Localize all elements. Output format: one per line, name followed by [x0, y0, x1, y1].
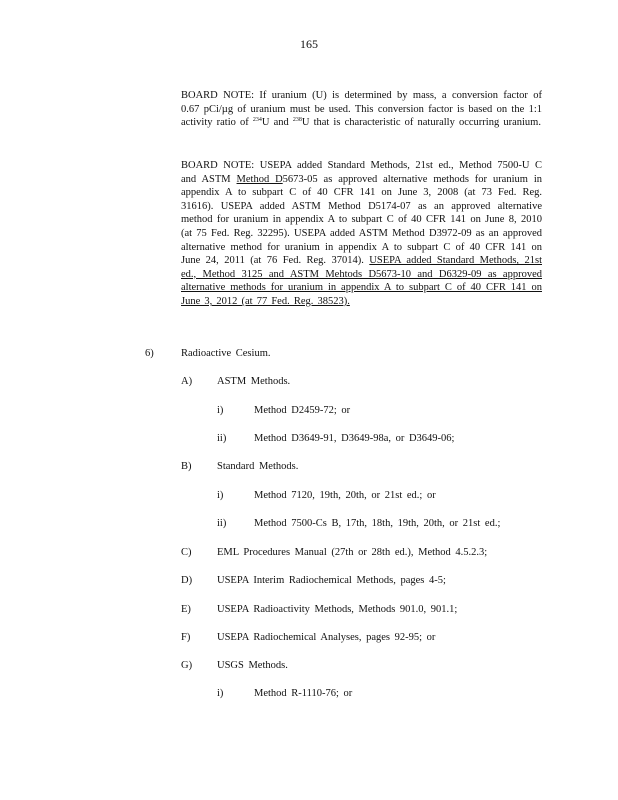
item-label-B-i: i): [217, 490, 224, 501]
item-text-A-i: Method D2459-72; or: [254, 405, 351, 416]
note-text: U that is characteristic of naturally occurring uranium.: [301, 117, 541, 129]
section-title: Radioactive Cesium.: [181, 348, 271, 359]
item-text-D: USEPA Interim Radiochemical Methods, pages 4-5;: [217, 575, 446, 586]
item-label-C: C): [181, 547, 192, 558]
note-text: U and: [261, 117, 293, 129]
superscript-234: 234: [252, 117, 262, 124]
note-text: BOARD NOTE: USEPA added Standard Methods, 21st ed., Method 7500-U C and ASTM: [181, 160, 542, 185]
item-text-G-i: Method R-1110-76; or: [254, 688, 353, 699]
note-text: BOARD NOTE: If uranium (U) is determined by mass, a conversion factor of 0.67 pCi/µg of uranium must be used. This conversion factor is based on the 1:1 activity ratio of: [181, 90, 542, 129]
underlined-insertion: Method D: [236, 173, 283, 185]
item-label-B-ii: ii): [217, 518, 227, 529]
section-number: 6): [145, 348, 154, 359]
item-text-A: ASTM Methods.: [217, 376, 291, 387]
item-label-G-i: i): [217, 688, 224, 699]
item-text-A-ii: Method D3649-91, D3649-98a, or D3649-06;: [254, 433, 455, 444]
item-label-G: G): [181, 660, 193, 671]
superscript-238: 238: [292, 117, 302, 124]
item-label-A-ii: ii): [217, 433, 227, 444]
item-label-A: A): [181, 376, 193, 387]
item-text-E: USEPA Radioactivity Methods, Methods 901.0, 901.1;: [217, 604, 458, 615]
item-label-D: D): [181, 575, 193, 586]
item-text-B: Standard Methods.: [217, 461, 299, 472]
note-text: 5673-05 as approved alternative methods for uranium in appendix A to subpart C of 40 CFR 141 on June 3, 2008 (at 73 Fed. Reg. 31616). USEPA added ASTM Method D5174-07 as an approved alternative method for uranium in appendix A to subpart C of 40 CFR 141 on June 8, 2010 (at 75 Fed. Reg. 32295). USEPA added ASTM Method D3972-09 as an approved alternative method for uranium in appendix A to subpart C of 40 CFR 141 on June 24, 2011 (at 76 Fed. Reg. 37014).: [181, 173, 542, 267]
item-text-B-ii: Method 7500-Cs B, 17th, 18th, 19th, 20th, or 21st ed.;: [254, 518, 501, 529]
item-label-A-i: i): [217, 405, 224, 416]
item-text-F: USEPA Radiochemical Analyses, pages 92-95; or: [217, 632, 436, 643]
board-note-usepa-methods: [181, 159, 542, 309]
board-note-uranium-conversion: [181, 89, 542, 130]
item-text-G: USGS Methods.: [217, 660, 288, 671]
underlined-insertion: USEPA added Standard Methods, 21st ed., Method 3125 and ASTM Mehtods D5673-10 and D6329-09 as approved alternative methods for uranium in appendix A to subpart C of 40 CFR 141 on June 3, 2012 (at 77 Fed. Reg. 38523).: [181, 255, 542, 307]
item-text-B-i: Method 7120, 19th, 20th, or 21st ed.; or: [254, 490, 436, 501]
item-label-B: B): [181, 461, 192, 472]
page-number: 165: [300, 37, 318, 51]
item-label-F: F): [181, 632, 191, 643]
item-text-C: EML Procedures Manual (27th or 28th ed.), Method 4.5.2.3;: [217, 547, 488, 558]
item-label-E: E): [181, 604, 191, 615]
